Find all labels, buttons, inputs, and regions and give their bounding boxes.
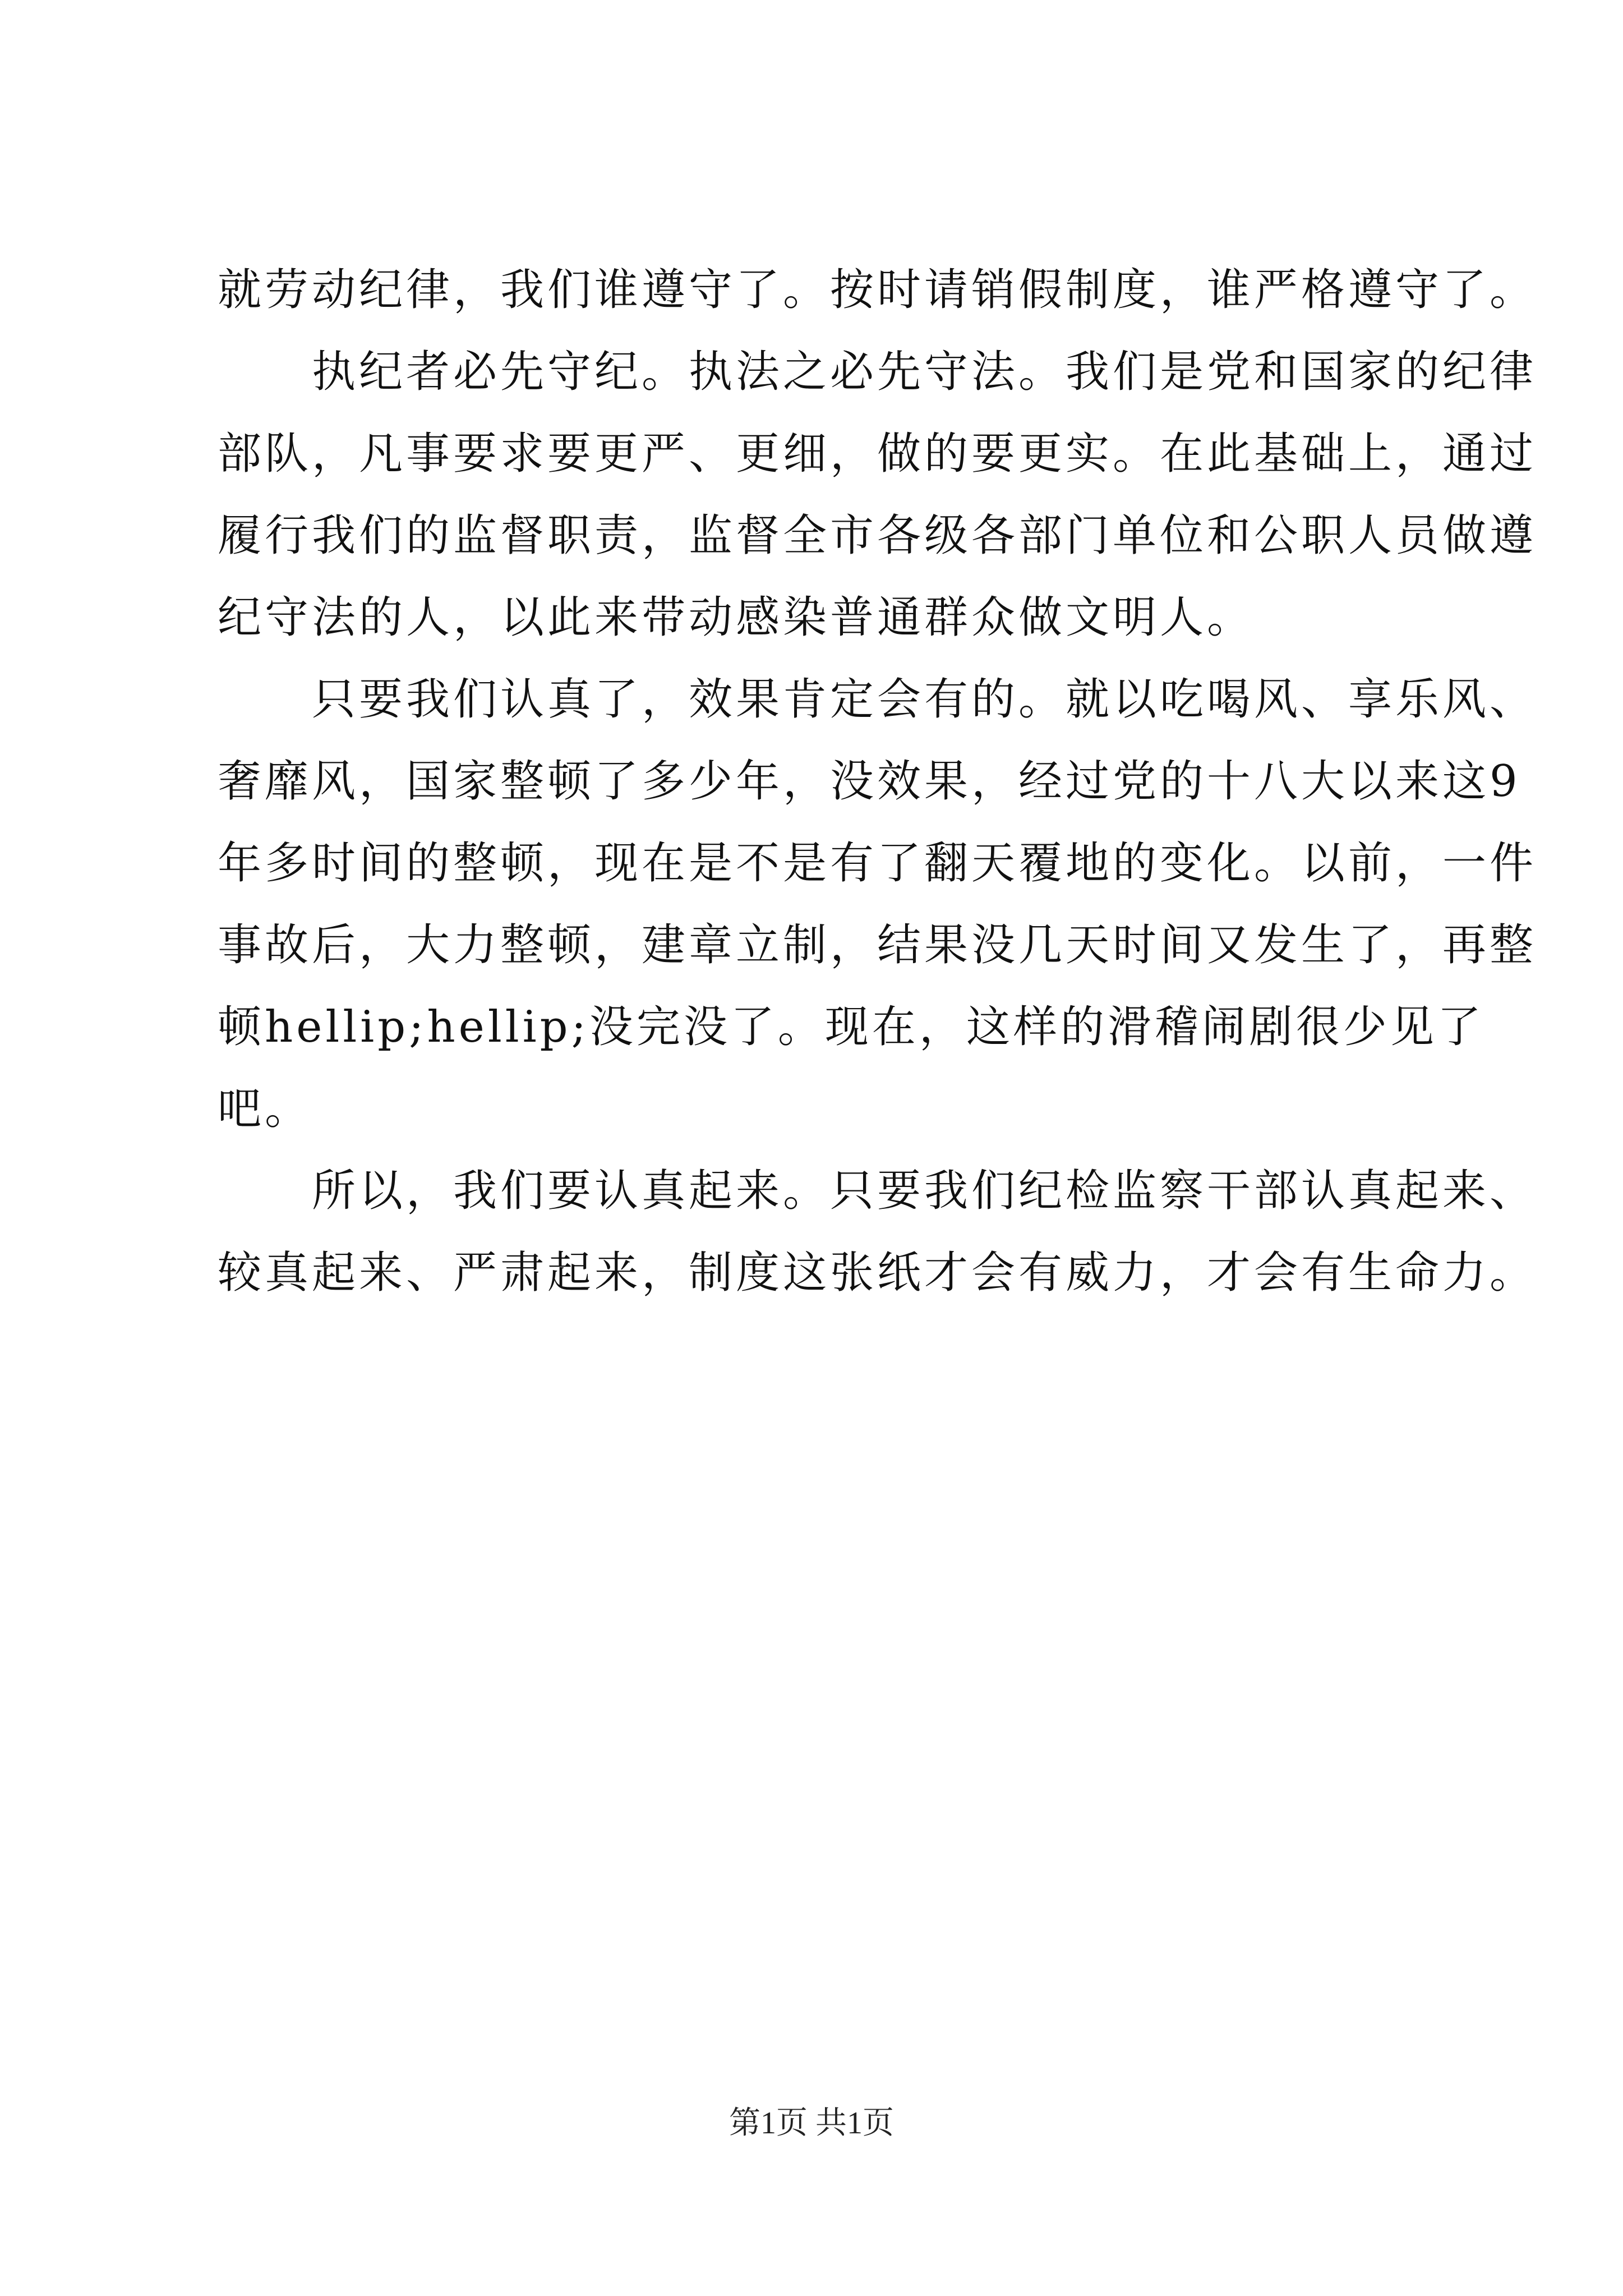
text-line-4: 履行我们的监督职责，监督全市各级各部门单位和公职人员做遵 (218, 510, 1537, 561)
text-line-10: 顿hellip;hellip;没完没了。现在，这样的滑稽闹剧很少见了 (218, 1002, 1484, 1052)
text-line-8: 年多时间的整顿，现在是不是有了翻天覆地的变化。以前，一件 (218, 838, 1537, 889)
text-line-12: 所以，我们要认真起来。只要我们纪检监察干部认真起来、 (218, 1166, 1537, 1216)
text-line-3: 部队，凡事要求要更严、更细，做的要更实。在此基础上，通过 (218, 429, 1537, 479)
text-line-13: 较真起来、严肃起来，制度这张纸才会有威力，才会有生命力。 (218, 1248, 1537, 1298)
text-line-5: 纪守法的人，以此来带动感染普通群众做文明人。 (218, 592, 1255, 643)
text-line-2: 执纪者必先守纪。执法之必先守法。我们是党和国家的纪律 (218, 347, 1537, 397)
page-footer: 第1页 共1页 (729, 2106, 894, 2141)
text-line-7: 奢靡风，国家整顿了多少年，没效果，经过党的十八大以来这9 (218, 756, 1521, 807)
text-line-9: 事故后，大力整顿，建章立制，结果没几天时间又发生了，再整 (218, 920, 1537, 970)
text-line-11: 吧。 (218, 1084, 312, 1134)
document-body (218, 249, 1537, 1314)
text-line-6: 只要我们认真了，效果肯定会有的。就以吃喝风、享乐风、 (218, 674, 1537, 725)
text-line-1: 就劳动纪律，我们谁遵守了。按时请销假制度，谁严格遵守了。 (218, 265, 1537, 315)
